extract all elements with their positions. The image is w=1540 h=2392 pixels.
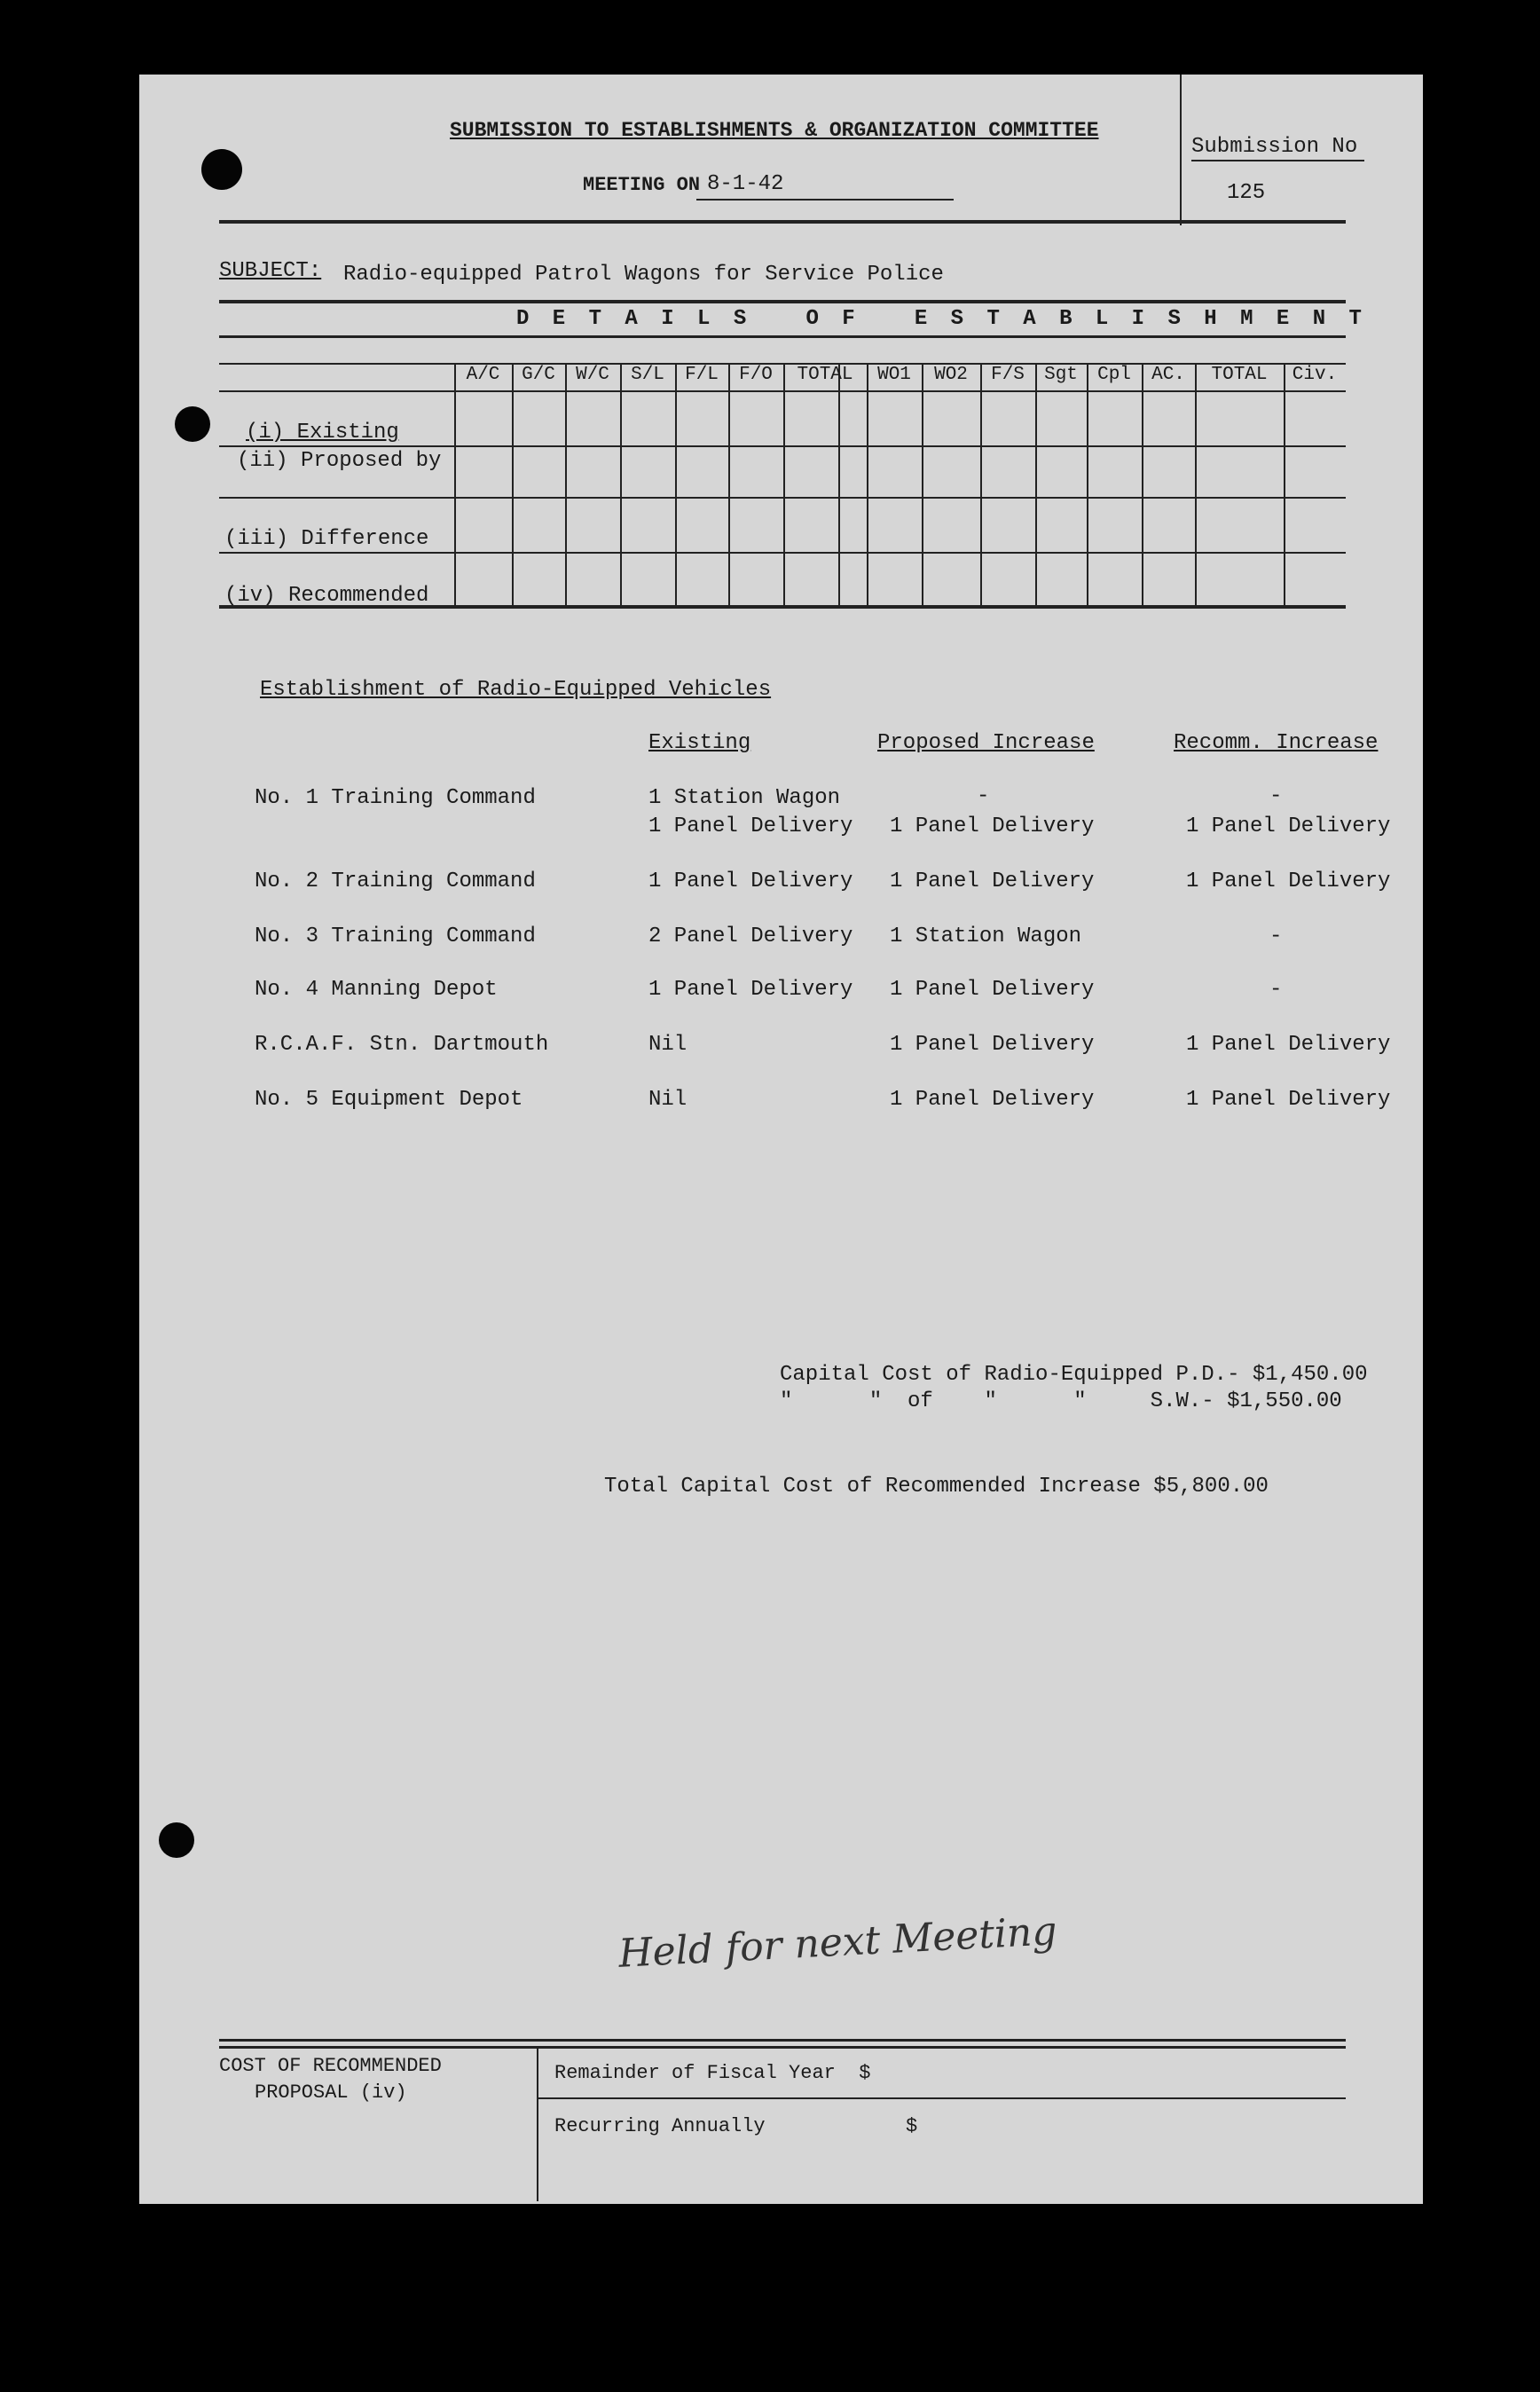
row-label-proposed: (ii) Proposed by (237, 449, 442, 473)
col-header: WO2 (934, 365, 968, 385)
document-title: SUBMISSION TO ESTABLISHMENTS & ORGANIZATION COMMITTEE (450, 119, 1099, 142)
unit-name: No. 3 Training Command (255, 925, 536, 948)
cost-label-line2: PROPOSAL (iv) (255, 2081, 407, 2104)
existing-value: 1 Station Wagon (648, 786, 841, 810)
col-header: G/C (522, 365, 555, 385)
footer-rule-top-1 (219, 2039, 1346, 2042)
vehicles-title: Establishment of Radio-Equipped Vehicles (260, 678, 772, 702)
recurring-dollar: $ (906, 2115, 918, 2137)
subject-text: Radio-equipped Patrol Wagons for Service Police (343, 263, 944, 287)
col-header: TOTAL (797, 365, 853, 385)
meeting-date-underline (696, 199, 954, 201)
recommended-value: 1 Panel Delivery (1186, 814, 1391, 838)
submission-number: 125 (1227, 181, 1266, 205)
grid-vline (565, 363, 567, 607)
details-title: D E T A I L S O F E S T A B L I S H M E N T (516, 307, 1367, 331)
col-existing-header: Existing (648, 731, 751, 755)
recommended-value: 1 Panel Delivery (1186, 1088, 1391, 1112)
grid-vline (454, 363, 456, 607)
row-label-existing: (i) Existing (246, 421, 399, 445)
header-rule (219, 220, 1346, 224)
grid-vline (838, 363, 840, 607)
details-row-line-1 (219, 445, 1346, 447)
submission-label: Submission No (1191, 135, 1358, 159)
grid-vline (512, 363, 514, 607)
existing-value: 1 Panel Delivery (648, 814, 853, 838)
recommended-value: 1 Panel Delivery (1186, 1033, 1391, 1057)
grid-vline (620, 363, 622, 607)
grid-vline (728, 363, 730, 607)
col-header: Sgt (1044, 365, 1078, 385)
unit-name: No. 4 Manning Depot (255, 978, 498, 1002)
details-row-line-2 (219, 497, 1346, 499)
meeting-label: MEETING ON (583, 174, 701, 196)
total-capital-cost: Total Capital Cost of Recommended Increase $5,800.00 (604, 1475, 1269, 1499)
remainder-fiscal-year: Remainder of Fiscal Year $ (554, 2062, 871, 2084)
grid-vline (1284, 363, 1285, 607)
recommended-value: - (1269, 925, 1283, 948)
document-page (139, 75, 1423, 2204)
grid-vline (675, 363, 677, 607)
recommended-value: - (1269, 784, 1283, 808)
row-label-recommended: (iv) Recommended (224, 584, 429, 608)
grid-vline (867, 363, 868, 607)
cost-label-line1: COST OF RECOMMENDED (219, 2055, 442, 2077)
col-header: Civ. (1292, 365, 1338, 385)
capital-cost-sw: " " of " " S.W.- $1,550.00 (780, 1389, 1342, 1413)
punch-hole-top (201, 149, 242, 190)
grid-vline (980, 363, 982, 607)
recurring-annually: Recurring Annually (554, 2115, 766, 2137)
proposed-value: 1 Panel Delivery (890, 1033, 1095, 1057)
punch-hole-middle (175, 406, 210, 442)
col-header: Cpl (1097, 365, 1131, 385)
subject-label: SUBJECT: (219, 259, 322, 283)
unit-name: R.C.A.F. Stn. Dartmouth (255, 1033, 549, 1057)
proposed-value: 1 Panel Delivery (890, 869, 1095, 893)
existing-value: 1 Panel Delivery (648, 869, 853, 893)
proposed-value: 1 Station Wagon (890, 925, 1082, 948)
existing-value: 1 Panel Delivery (648, 978, 853, 1002)
col-proposed-header: Proposed Increase (877, 731, 1095, 755)
details-row-line-3 (219, 552, 1346, 554)
proposed-value: 1 Panel Delivery (890, 978, 1095, 1002)
details-title-rule (219, 335, 1346, 338)
unit-name: No. 5 Equipment Depot (255, 1088, 523, 1112)
recommended-value: 1 Panel Delivery (1186, 869, 1391, 893)
meeting-date: 8-1-42 (707, 172, 784, 196)
footer-row-rule (537, 2097, 1346, 2099)
col-header: F/S (991, 365, 1025, 385)
unit-name: No. 1 Training Command (255, 786, 536, 810)
submission-box-divider (1180, 75, 1182, 225)
row-label-difference: (iii) Difference (224, 527, 429, 551)
existing-value: Nil (648, 1088, 688, 1112)
footer-rule-top-2 (219, 2046, 1346, 2049)
grid-vline (783, 363, 785, 607)
existing-value: Nil (648, 1033, 688, 1057)
proposed-value: 1 Panel Delivery (890, 814, 1095, 838)
submission-label-underline (1191, 160, 1364, 161)
unit-name: No. 2 Training Command (255, 869, 536, 893)
col-header: F/O (739, 365, 773, 385)
col-header: W/C (576, 365, 609, 385)
col-header: TOTAL (1211, 365, 1268, 385)
grid-vline (1087, 363, 1088, 607)
col-recommended-header: Recomm. Increase (1174, 731, 1379, 755)
subject-rule (219, 300, 1346, 303)
col-header: WO1 (877, 365, 911, 385)
col-header: A/C (466, 365, 500, 385)
grid-vline (1195, 363, 1197, 607)
handwritten-note: Held for next Meeting (617, 1908, 1058, 1977)
col-header: F/L (685, 365, 719, 385)
recommended-value: - (1269, 978, 1283, 1002)
capital-cost-pd: Capital Cost of Radio-Equipped P.D.- $1,450.00 (780, 1363, 1368, 1387)
proposed-value: 1 Panel Delivery (890, 1088, 1095, 1112)
grid-vline (1142, 363, 1143, 607)
footer-divider (537, 2046, 538, 2201)
grid-vline (922, 363, 923, 607)
existing-value: 2 Panel Delivery (648, 925, 853, 948)
proposed-value: - (977, 784, 990, 808)
col-header: S/L (631, 365, 664, 385)
details-header-bottom (219, 390, 1346, 392)
punch-hole-bottom (159, 1822, 194, 1858)
grid-vline (1035, 363, 1037, 607)
col-header: AC. (1151, 365, 1185, 385)
